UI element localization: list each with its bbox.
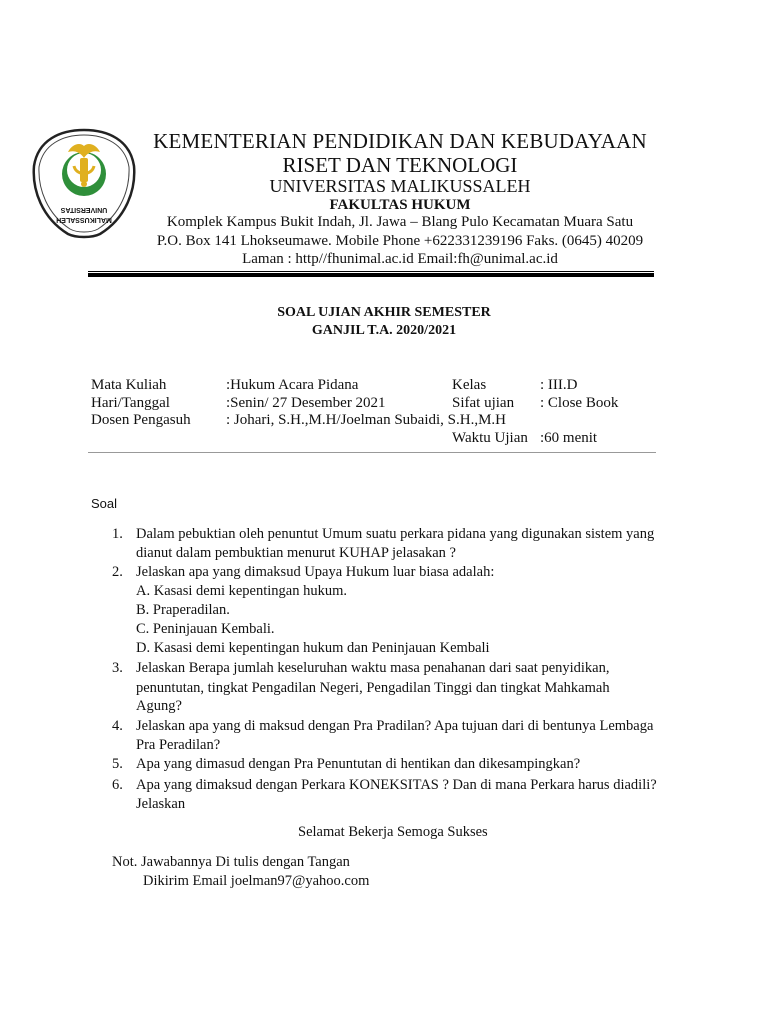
logo-text-bottom: MALIKUSSALEH [56, 216, 112, 223]
exam-subtitle: GANJIL T.A. 2020/2021 [311, 323, 457, 338]
time-value: :60 menit [540, 430, 598, 446]
date-label: Hari/Tanggal [91, 395, 170, 411]
question-line: Jelaskan apa yang dimaksud Upaya Hukum luar biasa adalah: [136, 564, 495, 580]
ministry-subtitle: RISET DAN TEKNOLOGI [282, 153, 518, 177]
lecturer-label: Dosen Pengasuh [91, 412, 191, 428]
question-line: dianut dalam pembuktian menurut KUHAP jelasakan ? [136, 545, 456, 561]
question-number: 3. [112, 660, 123, 676]
contact-line: P.O. Box 141 Lhokseumawe. Mobile Phone +622331239196 Faks. (0645) 40209 [156, 233, 644, 249]
lecturer-value: : Johari, S.H.,M.H/Joelman Subaidi, S.H.,M.H [226, 412, 507, 428]
date-value: :Senin/ 27 Desember 2021 [226, 395, 386, 411]
question-line: Jelaskan Berapa jumlah keseluruhan waktu masa penahanan dari saat penyidikan, [136, 660, 610, 676]
class-value: : III.D [540, 377, 578, 393]
question-option: D. Kasasi demi kepentingan hukum dan Peninjauan Kembali [136, 640, 490, 656]
question-option: B. Praperadilan. [136, 602, 230, 618]
nature-label: Sifat ujian [452, 395, 515, 411]
question-line: Pra Peradilan? [136, 737, 221, 753]
question-number: 5. [112, 756, 123, 772]
question-line: Jelaskan apa yang di maksud dengan Pra Pradilan? Apa tujuan dari di bentunya Lembaga [136, 718, 654, 734]
closing-message: Selamat Bekerja Semoga Sukses [298, 824, 488, 840]
question-number: 2. [112, 564, 123, 580]
question-number: 4. [112, 718, 123, 734]
class-label: Kelas [452, 377, 487, 393]
exam-title: SOAL UJIAN AKHIR SEMESTER [277, 305, 491, 320]
question-line: Jelaskan [136, 796, 186, 812]
course-value: :Hukum Acara Pidana [226, 377, 359, 393]
note-line-2: Dikirim Email joelman97@yahoo.com [143, 873, 370, 889]
time-label: Waktu Ujian [452, 430, 528, 446]
question-line: Agung? [136, 698, 182, 714]
note-line-1: Not. Jawabannya Di tulis dengan Tangan [112, 854, 350, 870]
faculty-name: FAKULTAS HUKUM [329, 197, 471, 213]
web-line: Laman : http//fhunimal.ac.id Email:fh@unimal.ac.id [242, 251, 558, 267]
question-number: 6. [112, 777, 123, 793]
letterhead-divider-thin [88, 271, 654, 272]
question-number: 1. [112, 526, 123, 542]
question-line: Dalam pebuktian oleh penuntut Umum suatu perkara pidana yang digunakan sistem yang [136, 526, 655, 542]
address-line: Komplek Kampus Bukit Indah, Jl. Jawa – Blang Pulo Kecamatan Muara Satu [166, 214, 634, 230]
ministry-title: KEMENTERIAN PENDIDIKAN DAN KEBUDAYAAN [153, 129, 647, 153]
university-name: UNIVERSITAS MALIKUSSALEH [269, 176, 531, 196]
logo-text-top: UNIVERSITAS [60, 206, 108, 213]
nature-value: : Close Book [540, 395, 619, 411]
questions-heading: Soal [91, 496, 118, 511]
letterhead-divider-thick [88, 273, 654, 277]
question-option: C. Peninjauan Kembali. [136, 621, 275, 637]
course-label: Mata Kuliah [91, 377, 167, 393]
info-divider [88, 452, 656, 453]
question-line: penuntutan, tingkat Pengadilan Negeri, Pengadilan Tinggi dan tingkat Mahkamah [136, 680, 610, 696]
question-line: Apa yang dimasud dengan Pra Penuntutan di hentikan dan dikesampingkan? [136, 756, 581, 772]
question-line: Apa yang dimaksud dengan Perkara KONEKSITAS ? Dan di mana Perkara harus diadili? [136, 777, 657, 793]
question-option: A. Kasasi demi kepentingan hukum. [136, 583, 348, 599]
